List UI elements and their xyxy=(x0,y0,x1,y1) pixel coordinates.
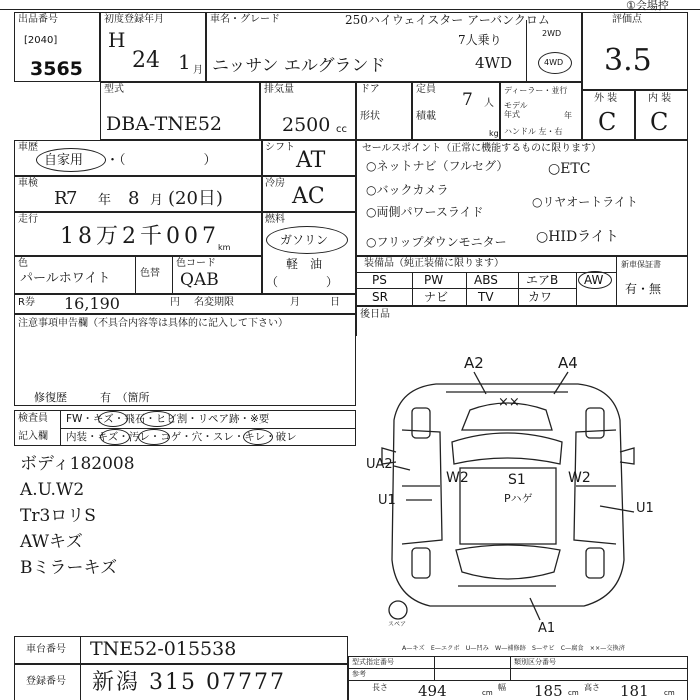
color-change-label: 色替 xyxy=(140,268,160,279)
inspection-label: 車検 xyxy=(18,178,38,189)
name-change-label: 名変期限 xyxy=(194,297,234,308)
equip-ps: PS xyxy=(372,273,387,287)
insp-day: (20日) xyxy=(168,188,223,209)
plate-label: 登録番号 xyxy=(26,676,66,687)
car-name: ニッサン エルグランド xyxy=(212,56,386,76)
month-unit: 月 xyxy=(193,65,203,76)
new-warranty-value: 有・無 xyxy=(625,282,662,296)
ac-label: 冷房 xyxy=(265,178,285,189)
width-value: 185 xyxy=(534,682,563,700)
lot-sub: [2040] xyxy=(24,35,58,46)
insp-era: R xyxy=(54,188,68,209)
length-label: 長さ xyxy=(372,683,388,692)
new-warranty-label: 新車保証書 xyxy=(621,260,661,269)
kg-unit: kg xyxy=(489,129,499,138)
recycle-value: 16,190 xyxy=(64,294,120,313)
inspector-label-2: 記入欄 xyxy=(18,431,48,442)
length-value: 494 xyxy=(418,682,447,700)
car-grade-label: 車名・グレード xyxy=(210,14,280,25)
equip-aw: AW xyxy=(584,273,604,287)
sp-hid: ○HIDライト xyxy=(536,229,619,245)
height-value: 181 xyxy=(620,682,649,700)
disp-value: 2500 xyxy=(282,114,331,136)
cert-rule-1 xyxy=(348,668,688,669)
grade-text: 250ハイウェイスター アーバンクロム xyxy=(345,13,550,27)
model-label: 型式 xyxy=(104,84,124,95)
history-label: 車歴 xyxy=(18,142,38,153)
fuel-paren: （ ） xyxy=(266,275,339,289)
int-grade: C xyxy=(650,108,669,136)
capacity-unit: 人 xyxy=(484,98,494,109)
diagram-label-pmg: Pハゲ xyxy=(504,492,533,505)
diagram-label-w2-left: W2 xyxy=(446,470,469,486)
cert-col-1 xyxy=(434,656,435,680)
hand-note-5: Bミラーキズ xyxy=(20,558,118,578)
ref-label: 参考 xyxy=(352,670,366,678)
sp-camera: ○バックカメラ xyxy=(366,183,449,197)
sp-autolight: ○リヤオートライト xyxy=(532,195,638,209)
fuel-value: ガソリン xyxy=(280,233,329,247)
diagram-label-ua2: UA2 xyxy=(366,457,393,472)
km-unit: km xyxy=(218,243,231,252)
equip-leather: カワ xyxy=(528,290,553,304)
name-change-unit: 月 xyxy=(290,297,300,308)
height-unit: cm xyxy=(664,689,675,697)
diagram-label-u1-right: U1 xyxy=(636,501,654,516)
history-rest: ・（ ） xyxy=(106,153,217,168)
mileage-value: 18万2千007 xyxy=(60,224,220,249)
color-code-label: 色コード xyxy=(176,258,216,269)
disp-label: 排気量 xyxy=(264,84,294,95)
model-year-label: モデル年式 xyxy=(504,101,528,119)
mileage-label: 走行 xyxy=(18,214,38,225)
equipment-label: 装備品（純正装備に限ります） xyxy=(364,258,504,269)
first-reg-label: 初度登録年月 xyxy=(104,14,164,25)
repair-value: 有 （箇所 xyxy=(100,391,150,404)
chassis-value: TNE52-015538 xyxy=(90,638,237,660)
inspector-row-1: FW・キズ・飛石・ヒビ割・リペア跡・※要 xyxy=(66,413,270,425)
first-reg-year: 24 xyxy=(132,48,160,73)
insp-year: 7 xyxy=(66,188,78,209)
insp-year-unit: 年 xyxy=(98,193,112,208)
cert-rule-2 xyxy=(348,680,688,681)
shift-value: AT xyxy=(296,148,326,173)
selling-label: セールスポイント（正常に機能するものに限ります） xyxy=(362,143,602,154)
drive-2wd: 2WD xyxy=(542,29,562,38)
capacity-value: 7 xyxy=(462,90,473,110)
grade-note: 7人乗り xyxy=(458,33,502,47)
grade-drive: 4WD xyxy=(475,54,512,72)
sp-flipdown: ○フリップダウンモニター xyxy=(366,235,507,249)
equip-tv: TV xyxy=(478,290,494,304)
corner-label: ①会場控 xyxy=(626,0,669,12)
drive-4wd: 4WD xyxy=(544,58,564,67)
repair-label: 修復歴 xyxy=(34,391,67,404)
inspector-label-1: 検査員 xyxy=(18,413,48,424)
sp-navi: ○ネットナビ（フルセグ） xyxy=(366,159,509,173)
chassis-label: 車台番号 xyxy=(26,644,66,655)
first-reg-era: H xyxy=(108,28,126,52)
equip-sr: SR xyxy=(372,290,388,304)
damage-legend: A—キズ E—エクボ U—凹み W—補修跡 S—サビ C—腐食 ××—交換済 xyxy=(402,645,625,652)
sp-slide: ○両側パワースライド xyxy=(366,205,484,219)
color-code-value: QAB xyxy=(180,270,219,290)
recycle-label: R券 xyxy=(18,297,35,308)
length-unit: cm xyxy=(482,689,493,697)
width-unit: cm xyxy=(568,689,579,697)
model-value: DBA-TNE52 xyxy=(106,113,223,135)
insp-month: 8 xyxy=(128,188,140,209)
lot-number: 3565 xyxy=(30,58,83,80)
diagram-label-w2-right: W2 xyxy=(568,470,591,486)
shape-label: 形状 xyxy=(360,111,380,122)
color-value: パールホワイト xyxy=(20,271,111,286)
diagram-label-u1-left: U1 xyxy=(378,493,396,508)
name-change-day: 日 xyxy=(330,297,340,308)
diagram-label-xx: ×× xyxy=(498,395,520,410)
hand-note-4: AWキズ xyxy=(20,532,83,552)
door-label: ドア xyxy=(360,84,380,95)
insp-month-unit: 月 xyxy=(150,193,164,208)
model-cert-label: 型式指定番号 xyxy=(352,658,394,666)
sp-etc: ○ETC xyxy=(548,161,591,177)
diagram-label-a1: A1 xyxy=(538,621,556,636)
equip-airbag: エアB xyxy=(526,273,559,287)
equip-pw: PW xyxy=(424,273,444,287)
plate-value: 新潟 315 07777 xyxy=(92,670,286,695)
load-label: 積載 xyxy=(416,111,436,122)
diagram-label-s1: S1 xyxy=(508,472,526,488)
diagram-label-a2: A2 xyxy=(464,354,484,372)
diagram-label-spare: スペア xyxy=(388,621,407,628)
score-value: 3.5 xyxy=(604,43,652,78)
first-reg-month: 1 xyxy=(178,50,191,74)
ac-value: AC xyxy=(292,184,325,209)
equip-navi: ナビ xyxy=(424,290,449,304)
height-label: 高さ xyxy=(584,683,600,692)
history-value: 自家用 xyxy=(44,153,84,168)
notes-label: 注意事項申告欄（不具合内容等は具体的に記入して下さい） xyxy=(18,318,288,329)
hand-note-3: Tr3ロリS xyxy=(20,506,96,526)
dealer-label: ディーラー・並行 xyxy=(504,86,568,95)
diagram-label-a4: A4 xyxy=(558,354,578,372)
option-label: 後日品 xyxy=(360,309,390,320)
shift-label: シフト xyxy=(265,142,295,153)
lot-label: 出品番号 xyxy=(18,14,58,25)
score-label: 評価点 xyxy=(612,14,642,25)
diesel-label: 軽 油 xyxy=(286,257,323,271)
disp-unit: cc xyxy=(336,124,347,135)
inspector-row-2: 内装・キズ・汚レ・コゲ・穴・スレ・キレ・破レ xyxy=(66,431,297,443)
cert-col-2 xyxy=(510,656,511,680)
ext-grade: C xyxy=(598,108,617,136)
color-label: 色 xyxy=(18,258,28,269)
hand-note-1: ボディ182008 xyxy=(20,454,135,474)
capacity-label: 定員 xyxy=(416,84,436,95)
category-label: 類別区分番号 xyxy=(514,658,556,666)
recycle-unit: 円 xyxy=(170,297,180,308)
int-label: 内 装 xyxy=(648,93,672,104)
hand-note-2: A.U.W2 xyxy=(20,480,85,500)
handle-label: ハンドル 左・右 xyxy=(504,127,563,136)
ext-label: 外 装 xyxy=(594,93,618,104)
year-unit: 年 xyxy=(564,111,572,120)
fuel-label: 燃料 xyxy=(265,214,285,225)
equip-abs: ABS xyxy=(474,273,498,287)
width-label: 幅 xyxy=(498,683,506,692)
